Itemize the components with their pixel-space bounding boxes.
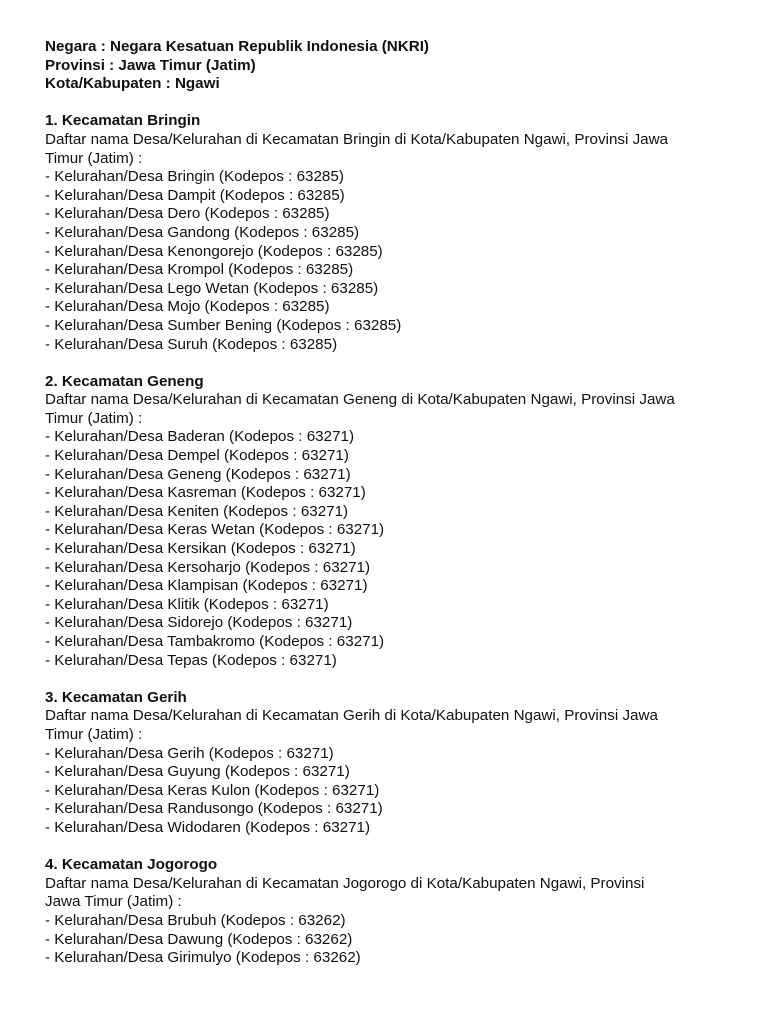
section-title: 1. Kecamatan Bringin	[45, 112, 201, 130]
kecamatan-section	[45, 373, 735, 689]
list-item: - Kelurahan/Desa Brubuh (Kodepos : 63262)	[45, 911, 346, 929]
list-item: - Kelurahan/Desa Bringin (Kodepos : 63285)	[45, 168, 344, 186]
header-provinsi: Provinsi : Jawa Timur (Jatim)	[45, 56, 256, 74]
list-item: - Kelurahan/Desa Guyung (Kodepos : 63271)	[45, 763, 350, 781]
list-item: - Kelurahan/Desa Kasreman (Kodepos : 63271)	[45, 484, 366, 502]
list-item: - Kelurahan/Desa Widodaren (Kodepos : 63271)	[45, 818, 371, 836]
list-item: - Kelurahan/Desa Gandong (Kodepos : 63285)	[45, 223, 360, 241]
spacer	[45, 354, 735, 373]
section-description: Daftar nama Desa/Kelurahan di Kecamatan Gerih di Kota/Kabupaten Ngawi, Provinsi Jawa	[45, 707, 658, 725]
sections-container	[45, 112, 735, 967]
list-item: - Kelurahan/Desa Baderan (Kodepos : 63271)	[45, 428, 355, 446]
kecamatan-section	[45, 689, 735, 856]
list-item: - Kelurahan/Desa Kersikan (Kodepos : 63271)	[45, 540, 356, 558]
list-item: - Kelurahan/Desa Keras Kulon (Kodepos : 63271)	[45, 781, 380, 799]
list-item: - Kelurahan/Desa Sumber Bening (Kodepos : 63285)	[45, 316, 402, 334]
section-description-cont: Jawa Timur (Jatim) :	[45, 893, 182, 911]
section-description-cont: Timur (Jatim) :	[45, 149, 143, 167]
header-negara: Negara : Negara Kesatuan Republik Indonesia (NKRI)	[45, 38, 429, 55]
section-description-cont: Timur (Jatim) :	[45, 409, 143, 427]
kecamatan-section	[45, 112, 735, 372]
list-item: - Kelurahan/Desa Dero (Kodepos : 63285)	[45, 205, 330, 223]
list-item: - Kelurahan/Desa Geneng (Kodepos : 63271)	[45, 465, 351, 483]
list-item: - Kelurahan/Desa Keras Wetan (Kodepos : 63271)	[45, 521, 385, 539]
spacer	[45, 670, 735, 689]
list-item: - Kelurahan/Desa Kenongorejo (Kodepos : 63285)	[45, 242, 383, 260]
list-item: - Kelurahan/Desa Tepas (Kodepos : 63271)	[45, 651, 337, 669]
list-item: - Kelurahan/Desa Gerih (Kodepos : 63271)	[45, 744, 334, 762]
section-title: 3. Kecamatan Gerih	[45, 688, 187, 706]
list-item: - Kelurahan/Desa Krompol (Kodepos : 63285)	[45, 261, 354, 279]
list-item: - Kelurahan/Desa Keniten (Kodepos : 63271)	[45, 502, 349, 520]
spacer	[45, 94, 735, 113]
list-item: - Kelurahan/Desa Randusongo (Kodepos : 63271)	[45, 800, 383, 818]
list-item: - Kelurahan/Desa Dampit (Kodepos : 63285)	[45, 186, 345, 204]
section-description: Daftar nama Desa/Kelurahan di Kecamatan Bringin di Kota/Kabupaten Ngawi, Provinsi Jawa	[45, 130, 669, 148]
list-item: - Kelurahan/Desa Kersoharjo (Kodepos : 63271)	[45, 558, 371, 576]
section-description-cont: Timur (Jatim) :	[45, 725, 143, 743]
list-item: - Kelurahan/Desa Lego Wetan (Kodepos : 63285)	[45, 279, 379, 297]
header-kota: Kota/Kabupaten : Ngawi	[45, 75, 220, 93]
list-item: - Kelurahan/Desa Dempel (Kodepos : 63271)	[45, 447, 349, 465]
section-description: Daftar nama Desa/Kelurahan di Kecamatan Jogorogo di Kota/Kabupaten Ngawi, Provinsi	[45, 874, 645, 892]
list-item: - Kelurahan/Desa Klitik (Kodepos : 63271)	[45, 595, 329, 613]
list-item: - Kelurahan/Desa Sidorejo (Kodepos : 63271)	[45, 614, 353, 632]
list-item: - Kelurahan/Desa Dawung (Kodepos : 63262)	[45, 930, 353, 948]
list-item: - Kelurahan/Desa Suruh (Kodepos : 63285)	[45, 335, 338, 353]
list-item: - Kelurahan/Desa Tambakromo (Kodepos : 63271)	[45, 633, 385, 650]
section-title: 4. Kecamatan Jogorogo	[45, 856, 218, 874]
section-description: Daftar nama Desa/Kelurahan di Kecamatan Geneng di Kota/Kabupaten Ngawi, Provinsi Jawa	[45, 391, 675, 409]
document-page	[45, 38, 735, 968]
list-item: - Kelurahan/Desa Mojo (Kodepos : 63285)	[45, 298, 330, 316]
list-item: - Kelurahan/Desa Klampisan (Kodepos : 63271)	[45, 577, 368, 595]
section-title: 2. Kecamatan Geneng	[45, 372, 204, 390]
spacer	[45, 838, 735, 857]
list-item: - Kelurahan/Desa Girimulyo (Kodepos : 63262)	[45, 949, 361, 967]
kecamatan-section	[45, 856, 735, 968]
